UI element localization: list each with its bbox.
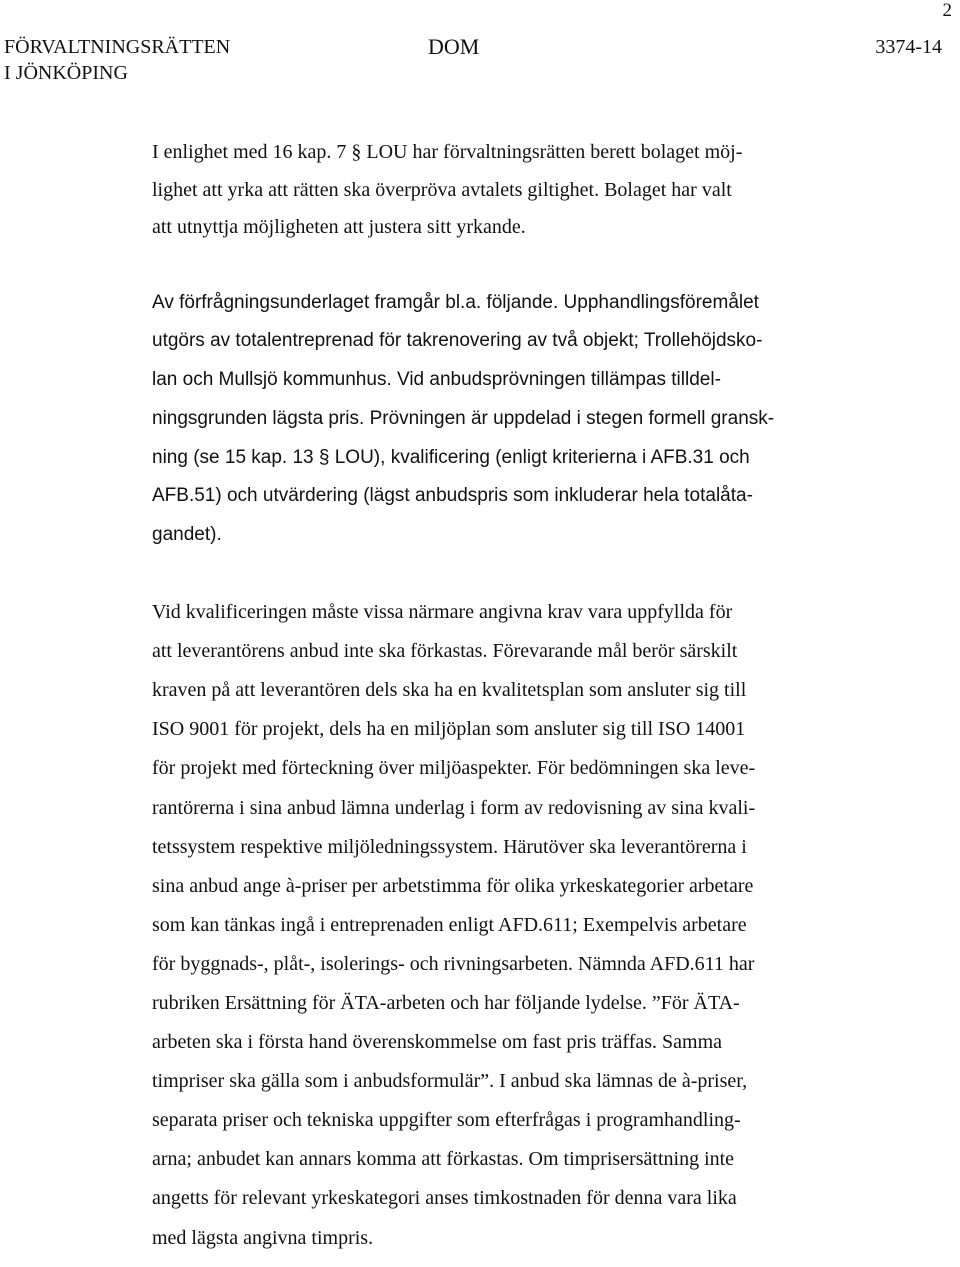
text-line: lighet att yrka att rätten ska överpröva avtalets giltighet. Bolaget har valt xyxy=(152,178,732,201)
text-line: ningsgrunden lägsta pris. Prövningen är uppdelad i stegen formell gransk- xyxy=(152,407,775,429)
document-body xyxy=(152,134,852,1258)
text-line: för byggnads-, plåt-, isolerings- och rivningsarbeten. Nämnda AFD.611 har xyxy=(152,952,755,975)
text-line: rantörerna i sina anbud lämna underlag i form av redovisning av sina kvali- xyxy=(152,796,756,819)
court-name-line-2: I JÖNKÖPING xyxy=(4,62,128,84)
text-line: I enlighet med 16 kap. 7 § LOU har förvaltningsrätten berett bolaget möj- xyxy=(152,141,743,163)
document-header xyxy=(0,34,960,94)
text-line: lan och Mullsjö kommunhus. Vid anbudsprövningen tillämpas tilldel- xyxy=(152,369,721,391)
text-line: ning (se 15 kap. 13 § LOU), kvalificering (enligt kriterierna i AFB.31 och xyxy=(152,446,750,468)
text-line: separata priser och tekniska uppgifter som efterfrågas i programhandling- xyxy=(152,1109,741,1132)
text-line: Av förfrågningsunderlaget framgår bl.a. följande. Upphandlingsföremålet xyxy=(152,291,759,313)
court-name-line-1: FÖRVALTNINGSRÄTTEN xyxy=(4,36,231,58)
text-line: AFB.51) och utvärdering (lägst anbudspris som inkluderar hela totalåta- xyxy=(152,485,753,507)
text-line: arna; anbudet kan annars komma att förkastas. Om timprisersättning inte xyxy=(152,1148,735,1171)
text-line: tetssystem respektive miljöledningssystem. Härutöver ska leverantörerna i xyxy=(152,835,747,858)
text-line: arbeten ska i första hand överenskommelse om fast pris träffas. Samma xyxy=(152,1031,723,1054)
text-line: som kan tänkas ingå i entreprenaden enligt AFD.611; Exempelvis arbetare xyxy=(152,913,747,936)
text-line: med lägsta angivna timpris. xyxy=(152,1226,374,1249)
page-number: 2 xyxy=(942,0,952,21)
text-line: timpriser ska gälla som i anbudsformulär”. I anbud ska lämnas de à-priser, xyxy=(152,1070,748,1093)
text-line: gandet). xyxy=(152,524,222,546)
text-line: ISO 9001 för projekt, dels ha en miljöplan som ansluter sig till ISO 14001 xyxy=(152,718,746,741)
text-line: rubriken Ersättning för ÄTA-arbeten och har följande lydelse. ”För ÄTA- xyxy=(152,992,740,1015)
text-line: att utnyttja möjligheten att justera sitt yrkande. xyxy=(152,216,526,238)
text-line: angetts för relevant yrkeskategori anses timkostnaden för denna vara lika xyxy=(152,1187,737,1210)
court-name xyxy=(4,34,230,86)
case-number: 3374-14 xyxy=(875,36,942,58)
text-line: kraven på att leverantören dels ska ha en kvalitetsplan som ansluter sig till xyxy=(152,679,747,702)
paragraph-3 xyxy=(152,593,852,1258)
text-line: att leverantörens anbud inte ska förkastas. Förevarande mål berör särskilt xyxy=(152,640,738,663)
text-line: Vid kvalificeringen måste vissa närmare angivna krav vara uppfyllda för xyxy=(152,601,733,624)
paragraph-1 xyxy=(152,134,852,247)
paragraph-2 xyxy=(152,284,852,556)
text-line: för projekt med förteckning över miljöaspekter. För bedömningen ska leve- xyxy=(152,757,756,780)
document-type: DOM xyxy=(428,34,480,59)
text-line: utgörs av totalentreprenad för takrenovering av två objekt; Trollehöjdsko- xyxy=(152,330,763,352)
text-line: sina anbud ange à-priser per arbetstimma för olika yrkeskategorier arbetare xyxy=(152,874,754,897)
